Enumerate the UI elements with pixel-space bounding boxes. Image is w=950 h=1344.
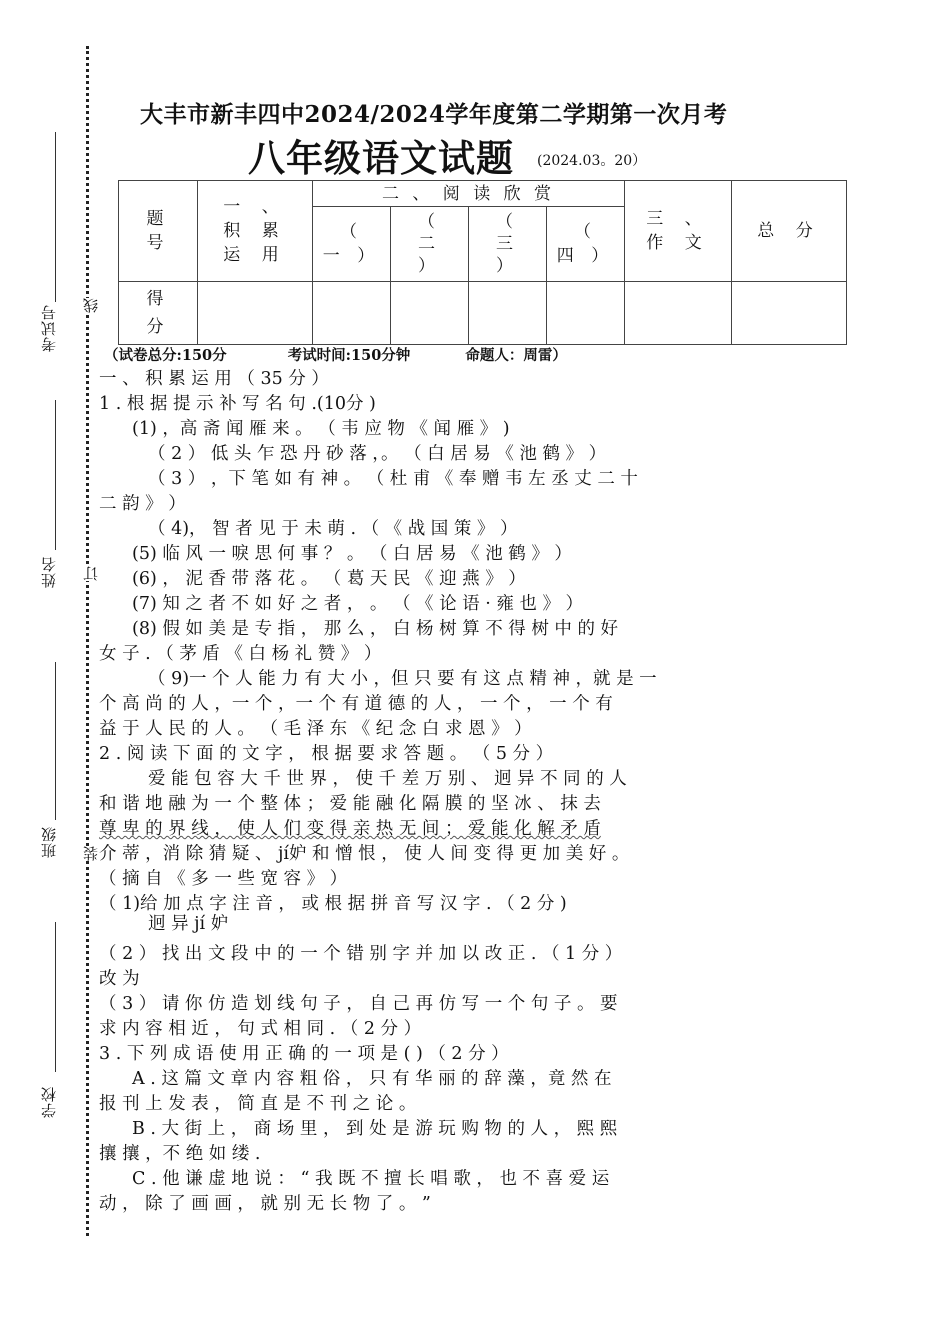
passage-line-1: 爱 能 包 容 大 千 世 界 ， 使 千 差 万 别 、 迥 异 不 同 的 人 xyxy=(148,769,627,789)
section-1-heading: 一 、 积 累 运 用 （ 35 分 ） xyxy=(99,369,329,389)
q1-item-8: (8) 假 如 美 是 专 指 ， 那 么 ， 白 杨 树 算 不 得 树 中 的 好 xyxy=(132,619,619,639)
school-exam-heading: 大丰市新丰四中2024/2024学年度第二学期第一次月考 xyxy=(140,101,728,128)
header-total: 总 分 xyxy=(732,181,847,282)
passage-line-4: 介 蒂 ，消 除 猜 疑 、 jí妒 和 憎 恨 ， 使 人 间 变 得 更 加 美 好 。 xyxy=(99,844,630,864)
question-1-stem: 1 . 根 据 提 示 补 写 名 句 .(10分 ) xyxy=(99,394,376,414)
header-section-2-group: 二 、 阅 读 欣 赏 xyxy=(313,181,625,207)
exam-number-write-line xyxy=(55,132,56,302)
q3-option-b: B . 大 街 上 ， 商 场 里 ， 到 处 是 游 玩 购 物 的 人 ， 熙 熙 xyxy=(132,1119,618,1139)
score-cell-sub-2[interactable] xyxy=(391,282,469,345)
school-write-line xyxy=(55,922,56,1072)
question-3-stem: 3 . 下 列 成 语 使 用 正 确 的 一 项 是 ( ) （ 2 分 ） xyxy=(99,1044,509,1064)
exam-title: 八年级语文试题 xyxy=(248,137,514,180)
q2-sub-2: （ 2 ） 找 出 文 段 中 的 一 个 错 别 字 并 加 以 改 正 . （ 1 分 ） xyxy=(99,944,623,964)
q3-option-a: A . 这 篇 文 章 内 容 粗 俗 ， 只 有 华 丽 的 辞 藻 ，竟 然 在 xyxy=(132,1069,612,1089)
header-sub-4: （ 四 ） xyxy=(547,207,625,282)
binding-mark-line: 线 xyxy=(82,298,100,313)
binding-mark-pack: 装 xyxy=(82,846,100,861)
q2-sub-1: （ 1)给 加 点 字 注 音 ， 或 根 据 拼 音 写 汉 字 . （ 2 分 ) xyxy=(99,894,567,914)
header-item-number: 题 号 xyxy=(119,181,198,282)
q1-item-3-cont: 二 韵 》 ） xyxy=(99,494,186,514)
passage-line-3-underlined: 尊 卑 的 界 线 ， 使 人 们 变 得 亲 热 无 间 ； 爱 能 化 解 矛 盾 xyxy=(99,819,601,839)
total-score-info: （试卷总分:150分 xyxy=(104,347,227,364)
score-row-label: 得 分 xyxy=(119,282,198,345)
binding-dotted-line xyxy=(86,46,89,1236)
score-cell-sub-3[interactable] xyxy=(469,282,547,345)
q1-item-5: (5) 临 风 一 唳 思 何 事 ？ 。 （ 白 居 易 《 池 鹤 》 ） xyxy=(132,544,572,564)
score-table xyxy=(118,180,847,345)
q1-item-8-cont: 女 子 . （ 茅 盾 《 白 杨 礼 赞 》 ） xyxy=(99,644,382,664)
class-label: 班级 xyxy=(40,826,58,858)
q1-item-9-cont-1: 个 高 尚 的 人 ，一 个 ，一 个 有 道 德 的 人 ， 一 个 ， 一 个 有 xyxy=(99,694,613,714)
class-write-line xyxy=(55,662,56,820)
exam-number-label: 考试号 xyxy=(40,304,58,352)
school-label: 学校 xyxy=(40,1086,58,1118)
header-sub-2: （ 二 ） xyxy=(391,207,469,282)
q3-option-c-cont: 动 ， 除 了 画 画 ， 就 别 无 长 物 了 。 ” xyxy=(99,1194,431,1214)
q3-option-b-cont: 攘 攘 ，不 绝 如 缕 . xyxy=(99,1144,261,1164)
passage-line-2: 和 谐 地 融 为 一 个 整 体 ； 爱 能 融 化 隔 膜 的 坚 冰 、 抹 去 xyxy=(99,794,601,814)
q1-item-9: （ 9)一 个 人 能 力 有 大 小 ，但 只 要 有 这 点 精 神 ，就 是 一 xyxy=(148,669,657,689)
exam-date: (2024.03。20） xyxy=(537,153,647,169)
name-label: 姓名 xyxy=(40,556,58,588)
score-cell-sub-1[interactable] xyxy=(313,282,391,345)
score-cell-sub-4[interactable] xyxy=(547,282,625,345)
header-section-1: 一 、 积 累 运 用 xyxy=(198,181,313,282)
q1-item-2: （ 2 ） 低 头 乍 恐 丹 砂 落 ，。 （ 白 居 易 《 池 鹤 》 ） xyxy=(148,444,607,464)
q2-sub-1-words: 迥 异 jí 妒 xyxy=(148,914,229,934)
q1-item-3: （ 3 ） ，下 笔 如 有 神 。 （ 杜 甫 《 奉 赠 韦 左 丞 丈 二 十 xyxy=(148,469,638,489)
score-cell-section-1[interactable] xyxy=(198,282,313,345)
score-cell-total[interactable] xyxy=(732,282,847,345)
q3-option-a-cont: 报 刊 上 发 表 ， 简 直 是 不 刊 之 论 。 xyxy=(99,1094,417,1114)
passage-source: （ 摘 自 《 多 一 些 宽 容 》 ） xyxy=(99,869,348,889)
question-2-stem: 2 . 阅 读 下 面 的 文 字 ， 根 据 要 求 答 题 。 （ 5 分 ） xyxy=(99,744,554,764)
q1-item-6: (6) ， 泥 香 带 落 花 。 （ 葛 天 民 《 迎 燕 》 ） xyxy=(132,569,526,589)
header-sub-3: （ 三 ） xyxy=(469,207,547,282)
score-cell-section-3[interactable] xyxy=(625,282,732,345)
header-section-3: 三 、 作 文 xyxy=(625,181,732,282)
header-sub-1: （ 一 ） xyxy=(313,207,391,282)
author-info: 命题人：周雷） xyxy=(465,347,567,364)
name-write-line xyxy=(55,400,56,550)
q2-sub-3: （ 3 ） 请 你 仿 造 划 线 句 子 ， 自 己 再 仿 写 一 个 句 子 。 要 xyxy=(99,994,618,1014)
q1-item-4: （ 4)， 智 者 见 于 未 萌 . （ 《 战 国 策 》 ） xyxy=(148,519,518,539)
exam-time-info: 考试时间:150分钟 xyxy=(287,347,411,364)
q1-item-1: (1) ，高 斋 闻 雁 来 。 （ 韦 应 物 《 闻 雁 》 ) xyxy=(132,419,510,439)
q3-option-c: C . 他 谦 虚 地 说 ： “ 我 既 不 擅 长 唱 歌 ， 也 不 喜 爱 运 xyxy=(132,1169,610,1189)
q2-sub-2-answer: 改 为 xyxy=(99,969,140,989)
exam-info xyxy=(104,344,567,365)
q1-item-9-cont-2: 益 于 人 民 的 人 。 （ 毛 泽 东 《 纪 念 白 求 恩 》 ） xyxy=(99,719,532,739)
binding-mark-bind: 订 xyxy=(82,566,100,581)
q2-sub-3-cont: 求 内 容 相 近 ， 句 式 相 同 . （ 2 分 ） xyxy=(99,1019,422,1039)
q1-item-7: (7) 知 之 者 不 如 好 之 者 ， 。 （ 《 论 语 · 雍 也 》 ） xyxy=(132,594,584,614)
